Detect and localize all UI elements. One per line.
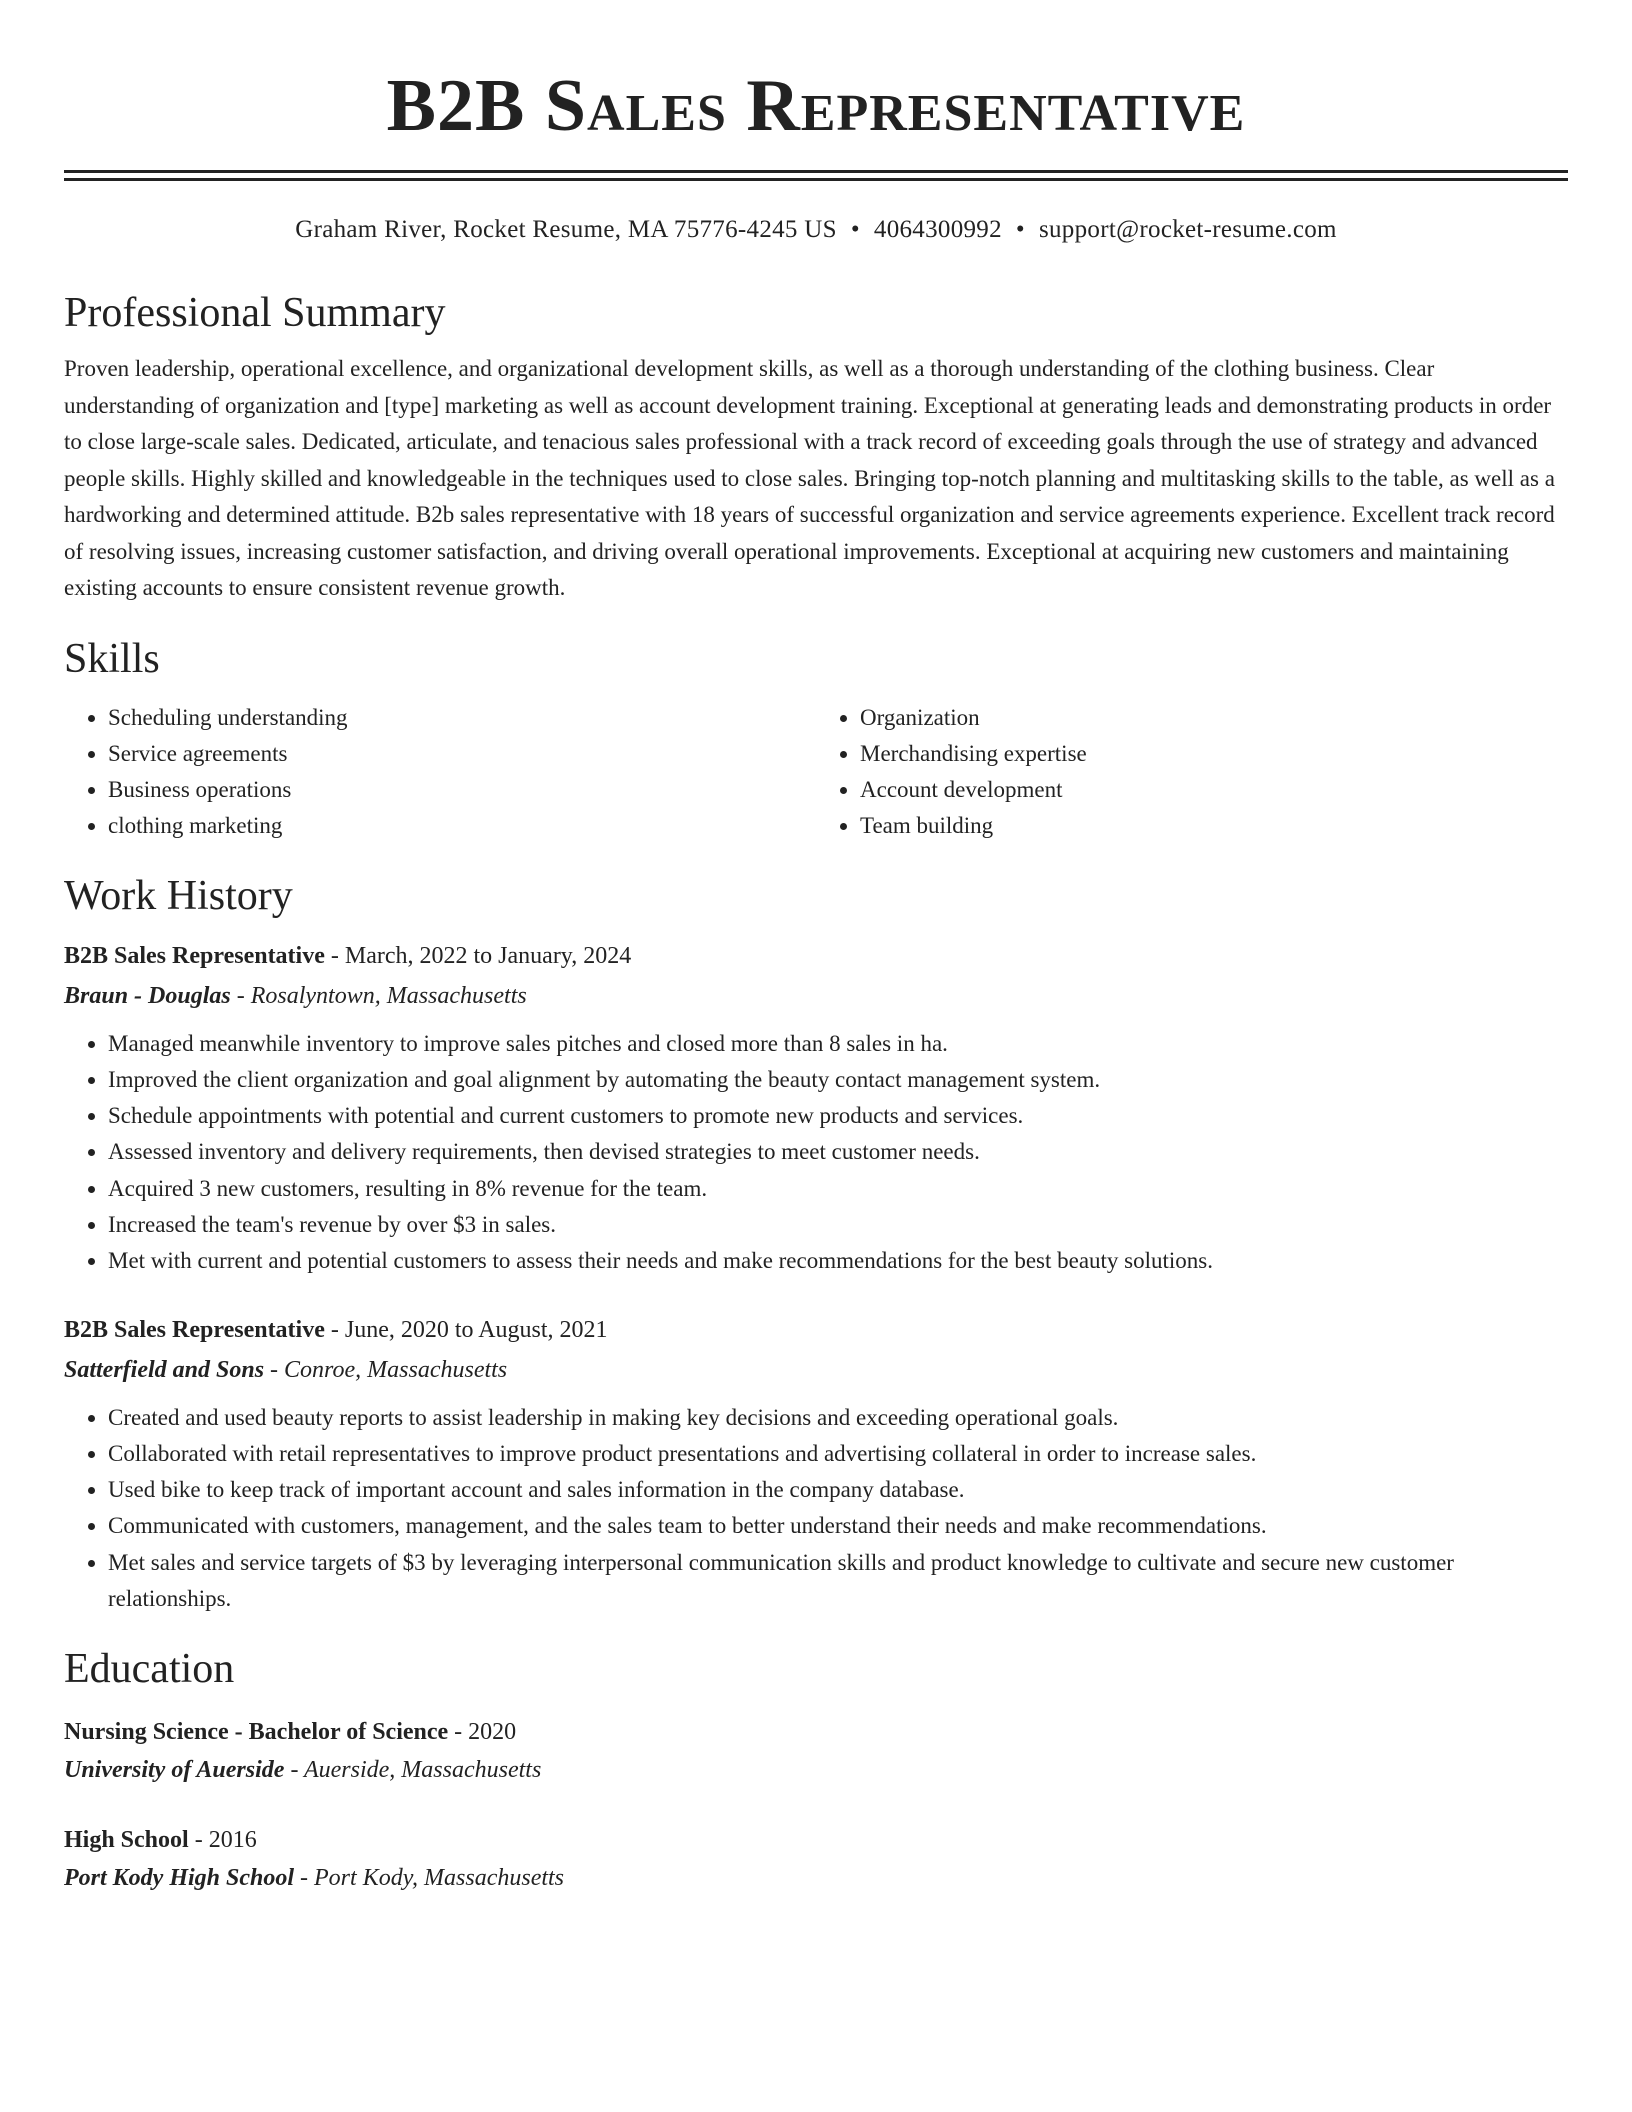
job-bullets [64,1400,1568,1618]
skill-item: • Merchandising expertise [860,736,1568,772]
job-bullet: • Collaborated with retail representatives to improve product presentations and advertising collateral in order to increase sales. [108,1436,1568,1472]
education-degree-line [64,1821,1568,1859]
education-school: Port Kody High School [64,1865,295,1892]
skill-item: • clothing marketing [108,808,816,844]
contact-separator: • [1015,216,1025,243]
job-company-line [64,1350,1568,1390]
job-title-line [64,936,1568,976]
job-title-line [64,1310,1568,1350]
job-bullet: • Met sales and service targets of $3 by leveraging interpersonal communication skills and product knowledge to cultivate and secure new customer relationships. [108,1545,1568,1618]
skill-item: • Service agreements [108,736,816,772]
skills-column-left [64,700,816,844]
resume-page [64,0,1568,1897]
education-year: - 2016 [188,1827,257,1854]
job-dates: - March, 2022 to January, 2024 [324,942,632,969]
skills-column-right [816,700,1568,844]
education-degree: Nursing Science - Bachelor of Science [64,1719,449,1746]
education-location: - Port Kody, Massachusetts [294,1865,565,1892]
contact-email: support@rocket-resume.com [1038,216,1337,243]
education-degree-line [64,1713,1568,1751]
summary-heading: Professional Summary [64,290,446,336]
job-location: - Rosalyntown, Massachusetts [230,982,527,1009]
job-dates: - June, 2020 to August, 2021 [324,1316,608,1343]
job-title: B2B Sales Representative [64,942,325,969]
education-heading: Education [64,1646,235,1693]
contact-address: Graham River, Rocket Resume, MA 75776-4245 US [295,216,837,243]
job-bullets [64,1026,1568,1280]
skill-item: • Account development [860,772,1568,808]
work-history-heading: Work History [64,872,293,919]
skill-item: • Business operations [108,772,816,808]
job-bullet: • Met with current and potential customers to assess their needs and make recommendations for the best beauty solutions. [108,1243,1568,1279]
education-school-line [64,1751,1568,1789]
skill-item: • Team building [860,808,1568,844]
contact-line [64,215,1568,245]
job-company: Braun - Douglas [64,982,231,1009]
job-bullet: • Used bike to keep track of important account and sales information in the company database. [108,1472,1568,1508]
job-company-line [64,976,1568,1016]
job-bullet: • Increased the team's revenue by over $3 in sales. [108,1207,1568,1243]
job-bullet: • Improved the client organization and goal alignment by automating the beauty contact management system. [108,1062,1568,1098]
education-entry [64,1821,1568,1897]
job-bullet: • Schedule appointments with potential and current customers to promote new products and services. [108,1098,1568,1134]
job-bullet: • Managed meanwhile inventory to improve sales pitches and closed more than 8 sales in ha. [108,1026,1568,1062]
education-school-line [64,1859,1568,1897]
skills-heading: Skills [64,635,160,682]
skill-item: • Scheduling understanding [108,700,816,736]
resume-title: B2B Sales Representative [386,65,1246,147]
job-company: Satterfield and Sons [64,1356,265,1383]
job-bullet: • Communicated with customers, management, and the sales team to better understand their needs and make recommendations. [108,1508,1568,1544]
contact-separator: • [850,216,860,243]
job-bullet: • Created and used beauty reports to assist leadership in making key decisions and exceeding operational goals. [108,1400,1568,1436]
job-location: - Conroe, Massachusetts [264,1356,508,1383]
job-bullet: • Acquired 3 new customers, resulting in 8% revenue for the team. [108,1171,1568,1207]
education-entry [64,1713,1568,1789]
summary-text: Proven leadership, operational excellence, and organizational development skills, as well as a thorough understanding of the clothing business. Clear understanding of organization and [type] marketing as well as account development training. Exceptional at generating leads and demonstrating products in order to close large-scale sales. Dedicated, articulate, and tenacious sales professional with a track record of exceeding goals through the use of strategy and advanced people skills. Highly skilled and knowledgeable in the techniques used to close sales. Bringing top-notch planning and multitasking skills to the table, as well as a hardworking and determined attitude. B2b sales representative with 18 years of successful organization and service agreements experience. Excellent track record of resolving issues, increasing customer satisfaction, and driving overall operational improvements. Exceptional at acquiring new customers and maintaining existing accounts to ensure consistent revenue growth. [64,356,1555,600]
job-entry [64,1310,1568,1618]
education-year: - 2020 [448,1719,517,1746]
title-divider-thin [64,178,1568,181]
job-entry [64,936,1568,1280]
contact-phone: 4064300992 [873,216,1002,243]
education-school: University of Auerside [64,1757,285,1784]
title-divider-thick [64,170,1568,173]
education-degree: High School [64,1827,189,1854]
skill-item: • Organization [860,700,1568,736]
job-bullet: • Assessed inventory and delivery requirements, then devised strategies to meet customer needs. [108,1134,1568,1170]
job-title: B2B Sales Representative [64,1316,325,1343]
education-location: - Auerside, Massachusetts [284,1757,542,1784]
skills-list [64,700,1568,844]
